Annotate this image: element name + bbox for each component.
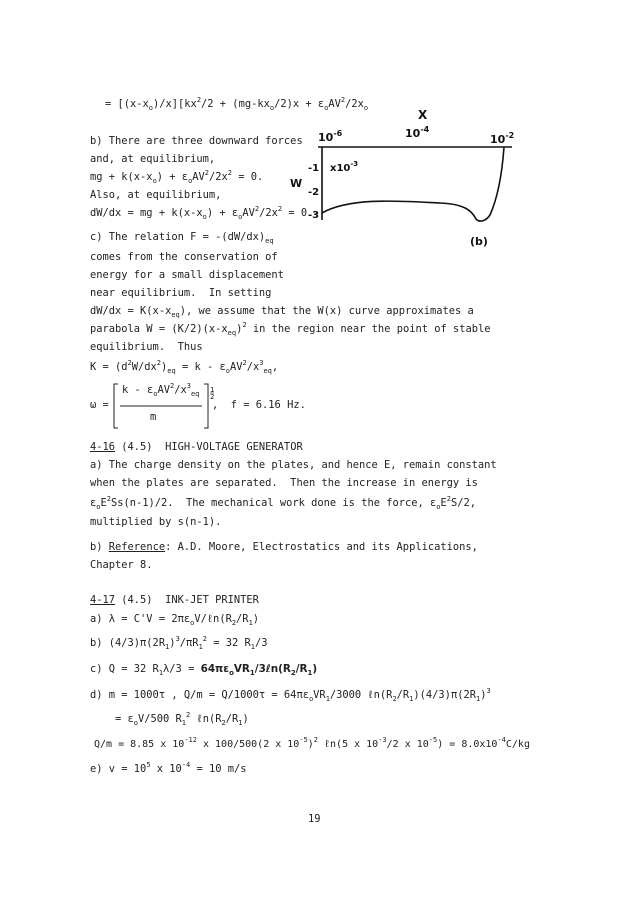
svg-text:2: 2 — [210, 393, 215, 401]
text-line: near equilibrium. In setting — [90, 287, 272, 299]
x-axis-label: X — [418, 108, 428, 122]
text-line: multiplied by s(n-1). — [90, 516, 222, 528]
frequency-result: , f = 6.16 Hz. — [212, 399, 306, 411]
equation-forces: mg + $k(x-x_o) + \varepsilon_oAV^2/2x^2 = 0$. — [90, 169, 264, 185]
text-line: and, at equilibrium, — [90, 153, 216, 165]
equation-volume: b) $(4/3)\pi(2R_1)^3/\pi R_1^2 = 32$ $R_1/3$ — [90, 635, 268, 651]
text-line: Also, at equilibrium, — [90, 189, 222, 201]
page-number: 19 — [308, 813, 321, 825]
section-heading-4-16: 4-16 (4.5) HIGH-VOLTAGE GENERATOR — [90, 441, 303, 453]
equation-mass-simplified: = $\varepsilon_oV/500$ $R_1^2$ $\ell n(R_2/R_1)$ — [115, 711, 249, 727]
y-tick-label: -1 — [308, 163, 320, 174]
text-line: $dW/dx = K(x-x_{eq})$, we assume that the W(x) curve approximates a — [90, 305, 474, 319]
equation-q-over-m: Q/m = 8.85 x $10^{-12}$ x 100/500(2 x $10^{-5})^2$ ℓn(5 x $10^{-3}/2$ x $10^{-5}) = 8.0x10^{-4}C/kg$ — [94, 736, 530, 750]
omega-denominator: m — [150, 411, 157, 423]
w-of-x-figure — [290, 105, 520, 250]
text-line: parabola $W = (K/2)(x-x_{eq})^2$ in the region near the point of stable — [90, 321, 491, 337]
svg-text:1: 1 — [210, 386, 215, 394]
text-line: b) There are three downward forces — [90, 135, 303, 147]
text-line: b) Reference: A.D. Moore, Electrostatics and its Applications, — [90, 541, 478, 553]
equation-velocity: e) $v = 10^5$ x $10^{-4} = 10$ m/s — [90, 761, 247, 775]
text-line: when the plates are separated. Then the increase in energy is — [90, 477, 478, 489]
x-tick-label: $10^{-2}$ — [490, 131, 515, 146]
equation-dwdx: dW/dx = mg + $k(x-x_o) + \varepsilon_oAV^2/2x^2 = 0$ — [90, 205, 308, 221]
y-scale-label: $x10^{-3}$ — [330, 160, 359, 174]
equation-omega-lhs: ω = — [90, 399, 109, 411]
equation-charge: c) Q = 32 $R_1\lambda/3$ = $64\pi\varepsilon_oVR_1/3\ell n(R_2/R_1)$ — [90, 663, 318, 677]
text-line: a) The charge density on the plates, and hence E, remain constant — [90, 459, 497, 471]
x-tick-label: $10^{-4}$ — [405, 125, 430, 140]
section-heading-4-17: 4-17 (4.5) INK-JET PRINTER — [90, 594, 259, 606]
figure-caption: (b) — [470, 235, 488, 248]
equation-mass: d) m = 1000τ , $Q/m = Q/1000\tau = 64\pi\varepsilon_oVR_1/3000$ $\ell n(R_2/R_1)(4/3)\pi(2R_1)^3$ — [90, 687, 491, 703]
omega-numerator: k - $\varepsilon_oAV^2/x^3_{eq}$ — [122, 382, 200, 398]
text-line: equilibrium. Thus — [90, 341, 203, 353]
y-tick-label: -2 — [308, 187, 320, 198]
equation-k: $K = (d^2W/dx^2)_{eq} = k - \varepsilon_oAV^2/x^3_{eq}$, — [90, 359, 279, 375]
x-tick-label: $10^{-6}$ — [318, 129, 343, 144]
w-curve — [322, 147, 504, 221]
equation-lambda: a) $\lambda = C'V = 2\pi\varepsilon_oV/\ell n(R_2/R_1)$ — [90, 613, 260, 627]
equation-energy: = $[(x-x_o)/x][kx^2/2 + (mg-kx_o/2)x + \varepsilon_oAV^2/2x_o$ — [105, 96, 369, 112]
w-axis-label: W — [290, 177, 303, 190]
text-line: comes from the conservation of — [90, 251, 278, 263]
y-tick-label: -3 — [308, 210, 320, 221]
text-line: $\varepsilon_oE^2Ss(n-1)/2$. The mechanical work done is the force, $\varepsilon_oE^2S/2$, — [90, 495, 476, 511]
text-line: c) The relation $F = -(dW/dx)_{eq}$ — [90, 231, 274, 245]
text-line: energy for a small displacement — [90, 269, 284, 281]
text-line: Chapter 8. — [90, 559, 153, 571]
